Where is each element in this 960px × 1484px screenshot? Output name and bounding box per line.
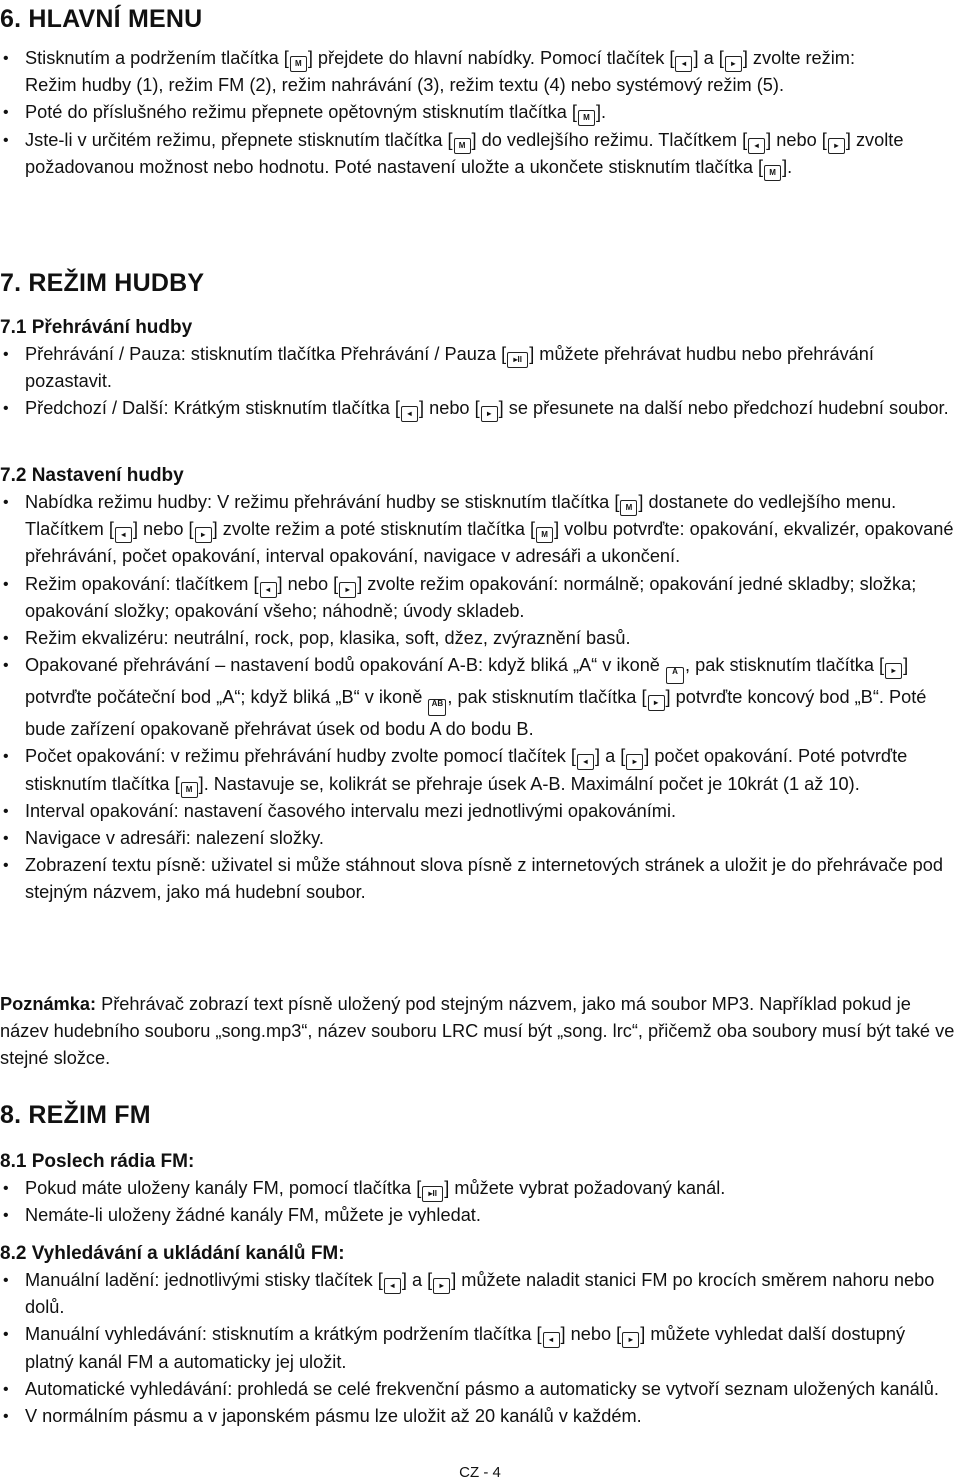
list-item: • Jste-li v určitém režimu, přepnete stisknutím tlačítka [ M ] do vedlejšího režimu. Tlačítkem [ ◂ ] nebo [ ▸ ] zvolte požadovanou možnost nebo hodnotu. Poté nastavení uložte a ukončete stisknutím tlačítka [ M ]. <box>0 127 958 181</box>
list-item: • Režim opakování: tlačítkem [ ◂ ] nebo [ ▸ ] zvolte režim opakování: normálně; opakování jedné skladby; složka; opakování složky; opakování všeho; náhodně; úvody skladeb. <box>0 571 958 625</box>
list-item: • Zobrazení textu písně: uživatel si může stáhnout slova písně z internetových stránek a uložit je do přehrávače pod stejným názvem, jako má hudební soubor. <box>0 852 958 906</box>
repeat-ab-icon: AB <box>428 699 446 716</box>
menu-button-icon: M <box>578 110 595 126</box>
right-arrow-icon: ▸ <box>885 663 902 679</box>
section-8-1-title: 8.1 Poslech rádia FM: <box>0 1151 195 1172</box>
left-arrow-icon: ◂ <box>401 406 418 422</box>
list-item: • Předchozí / Další: Krátkým stisknutím tlačítka [ ◂ ] nebo [ ▸ ] se přesunete na další nebo předchozí hudební soubor. <box>0 395 958 422</box>
section-6-list <box>0 45 958 181</box>
list-item: • Manuální vyhledávání: stisknutím a krátkým podržením tlačítka [ ◂ ] nebo [ ▸ ] můžete vyhledat další dostupný platný kanál FM a automaticky jej uložit. <box>0 1321 958 1375</box>
right-arrow-icon: ▸ <box>481 406 498 422</box>
right-arrow-icon: ▸ <box>725 56 742 72</box>
section-8-2-list <box>0 1267 958 1430</box>
left-arrow-icon: ◂ <box>675 56 692 72</box>
section-6-title: 6. HLAVNÍ MENU <box>0 5 203 33</box>
page-number: CZ - 4 <box>459 1464 501 1481</box>
left-arrow-icon: ◂ <box>543 1332 560 1348</box>
section-7-2-title: 7.2 Nastavení hudby <box>0 465 184 486</box>
right-arrow-icon: ▸ <box>626 754 643 770</box>
section-8-1-list <box>0 1175 958 1229</box>
note-paragraph <box>0 991 958 1073</box>
list-item: • Poté do příslušného režimu přepnete opětovným stisknutím tlačítka [ M ]. <box>0 99 958 126</box>
menu-button-icon: M <box>620 500 637 516</box>
section-8-2-title: 8.2 Vyhledávání a ukládání kanálů FM: <box>0 1243 345 1264</box>
left-arrow-icon: ◂ <box>384 1278 401 1294</box>
list-item: • Interval opakování: nastavení časového intervalu mezi jednotlivými opakováními. <box>0 798 958 825</box>
right-arrow-icon: ▸ <box>433 1278 450 1294</box>
section-7-1-title: 7.1 Přehrávání hudby <box>0 317 193 338</box>
list-item: • V normálním pásmu a v japonském pásmu lze uložit až 20 kanálů v každém. <box>0 1403 958 1430</box>
list-item: • Opakované přehrávání – nastavení bodů opakování A-B: když bliká „A“ v ikoně A , pak stisknutím tlačítka [ ▸ ] potvrďte počáteční bod „A“; když bliká „B“ v ikoně AB , pak stisknutím tlačítka [ ▸ ] potvrďte koncový bod „B“. Poté bude zařízení opakovaně přehrávat úsek od bodu A do bodu B. <box>0 652 958 743</box>
note-label: Poznámka: <box>0 994 97 1014</box>
note-text: Přehrávač zobrazí text písně uložený pod stejným názvem, jako má soubor MP3. Například pokud je název hudebního souboru „song.mp3“, název souboru LRC musí být „song. lrc“, přičemž oba soubory musí být také ve stejné složce. <box>0 994 955 1069</box>
list-item: • Pokud máte uloženy kanály FM, pomocí tlačítka [ ▸II ] můžete vybrat požadovaný kanál. <box>0 1175 958 1202</box>
list-item: • Manuální ladění: jednotlivými stisky tlačítek [ ◂ ] a [ ▸ ] můžete naladit stanici FM po krocích směrem nahoru nebo dolů. <box>0 1267 958 1321</box>
left-arrow-icon: ◂ <box>260 582 277 598</box>
section-7-2-list <box>0 489 958 907</box>
menu-button-icon: M <box>454 138 471 154</box>
section-7-1-list <box>0 341 958 423</box>
right-arrow-icon: ▸ <box>195 527 212 543</box>
menu-button-icon: M <box>764 165 781 181</box>
right-arrow-icon: ▸ <box>828 138 845 154</box>
list-item: • Přehrávání / Pauza: stisknutím tlačítka Přehrávání / Pauza [ ▸II ] můžete přehrávat hudbu nebo přehrávání pozastavit. <box>0 341 958 395</box>
menu-button-icon: M <box>290 56 307 72</box>
list-item: • Režim ekvalizéru: neutrální, rock, pop, klasika, soft, džez, zvýraznění basů. <box>0 625 958 652</box>
left-arrow-icon: ◂ <box>748 138 765 154</box>
section-7-title: 7. REŽIM HUDBY <box>0 269 205 297</box>
list-item: • Navigace v adresáři: nalezení složky. <box>0 825 958 852</box>
list-item: • Automatické vyhledávání: prohledá se celé frekvenční pásmo a automaticky se vytvoří seznam uložených kanálů. <box>0 1376 958 1403</box>
left-arrow-icon: ◂ <box>577 754 594 770</box>
right-arrow-icon: ▸ <box>648 695 665 711</box>
list-item: • Nabídka režimu hudby: V režimu přehrávání hudby se stisknutím tlačítka [ M ] dostanete do vedlejšího menu. Tlačítkem [ ◂ ] nebo [ ▸ ] zvolte režim a poté stisknutím tlačítka [ M ] volbu potvrďte: opakování, ekvalizér, opakované přehrávání, počet opakování, interval opakování, navigace v adresáři a ukončení. <box>0 489 958 571</box>
list-item: • Nemáte-li uloženy žádné kanály FM, můžete je vyhledat. <box>0 1202 958 1229</box>
left-arrow-icon: ◂ <box>115 527 132 543</box>
right-arrow-icon: ▸ <box>622 1332 639 1348</box>
right-arrow-icon: ▸ <box>339 582 356 598</box>
play-pause-icon: ▸II <box>422 1186 443 1202</box>
list-item: • Stisknutím a podržením tlačítka [ M ] přejdete do hlavní nabídky. Pomocí tlačítek [ ◂ ] a [ ▸ ] zvolte režim: Režim hudby (1), režim FM (2), režim nahrávání (3), režim textu (4) nebo systémový režim (5). <box>0 45 958 99</box>
menu-button-icon: M <box>181 782 198 798</box>
menu-button-icon: M <box>536 527 553 543</box>
list-item: • Počet opakování: v režimu přehrávání hudby zvolte pomocí tlačítek [ ◂ ] a [ ▸ ] počet opakování. Poté potvrďte stisknutím tlačítka [ M ]. Nastavuje se, kolikrát se přehraje úsek A-B. Maximální počet je 10krát (1 až 10). <box>0 743 958 797</box>
play-pause-icon: ▸II <box>507 352 528 368</box>
section-8-title: 8. REŽIM FM <box>0 1101 151 1129</box>
repeat-a-icon: A <box>666 667 684 684</box>
